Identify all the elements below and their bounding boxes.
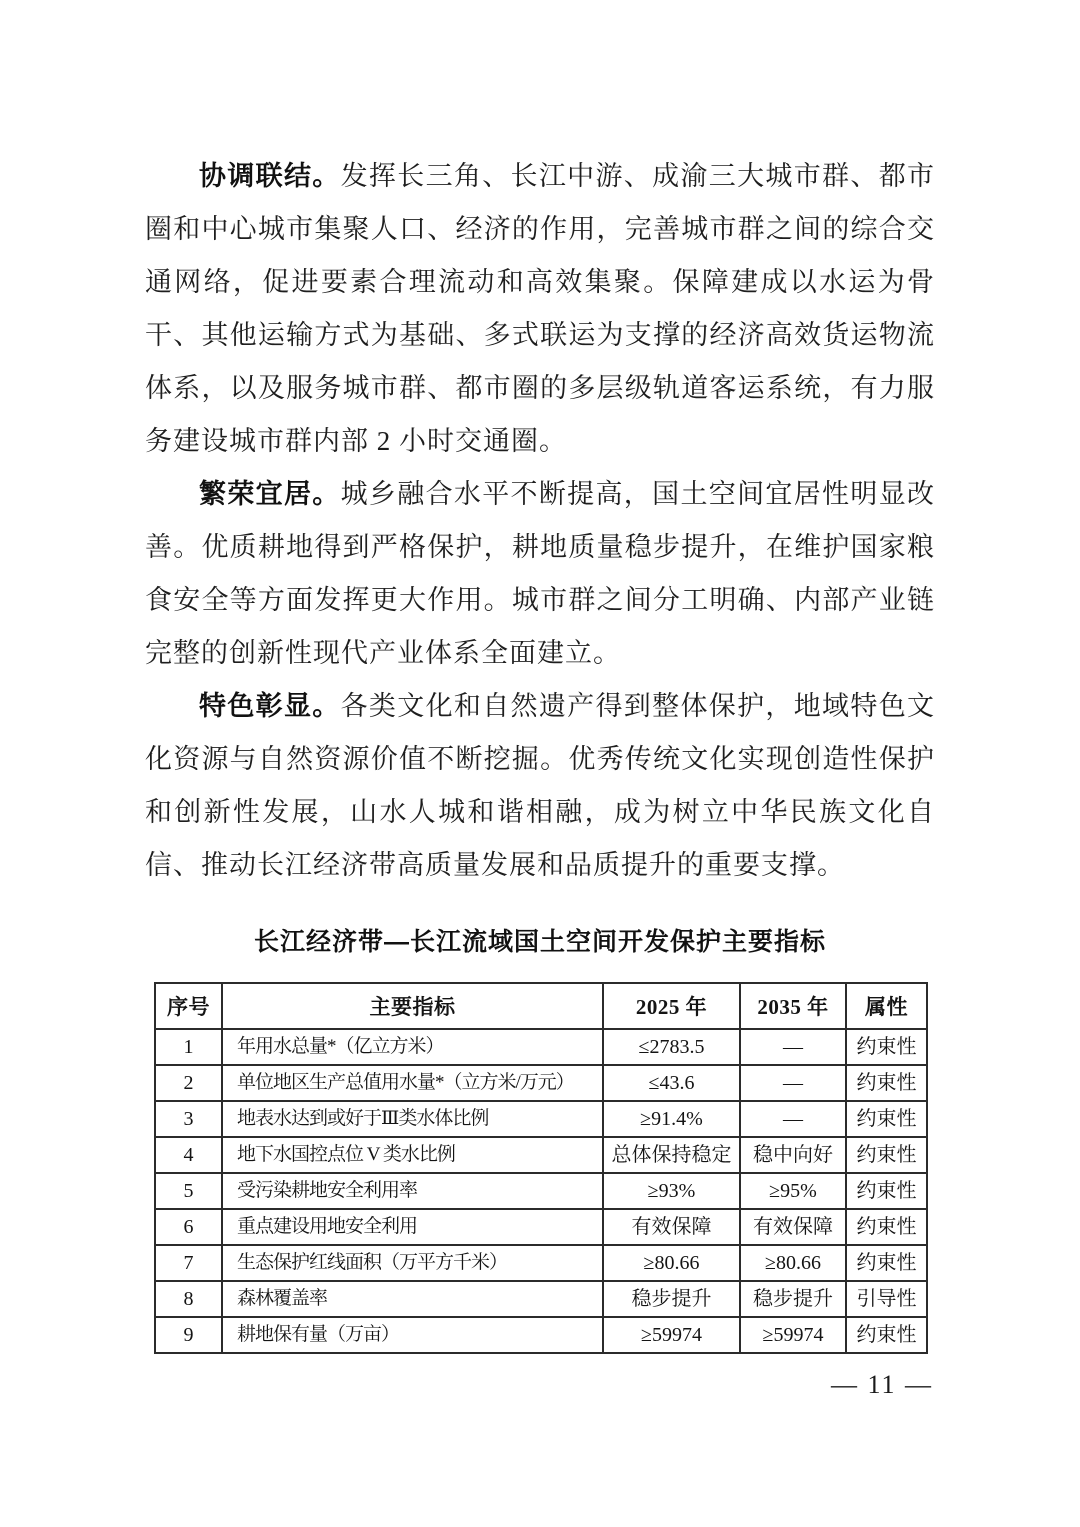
table-cell-text: ≥93% <box>647 1180 696 1202</box>
paragraph-lead: 繁荣宜居。 <box>199 479 341 509</box>
table-cell <box>846 1101 927 1137</box>
table-cell-text: 森林覆盖率 <box>237 1288 328 1309</box>
table-header-cell-2025: 2025 年 <box>603 983 740 1029</box>
table-header-cell-index: 序号 <box>155 983 222 1029</box>
table-cell <box>222 1173 603 1209</box>
table-cell <box>740 1245 846 1281</box>
table-row <box>155 1029 927 1065</box>
indicators-table <box>154 982 928 1354</box>
table-row <box>155 1281 927 1317</box>
paragraph-body: 城乡融合水平不断提高，国土空间宜居性明显改善。优质耕地得到严格保护，耕地质量稳步提升，在维护国家粮食安全等方面发挥更大作用。城市群之间分工明确、内部产业链完整的创新性现代产业体系全面建立。 <box>145 479 936 668</box>
table-header-cell-2035: 2035 年 <box>740 983 846 1029</box>
table-cell-text: 5 <box>183 1180 194 1202</box>
table-cell-text: ≤2783.5 <box>638 1036 705 1058</box>
paragraph <box>145 150 935 468</box>
table-cell <box>740 1281 846 1317</box>
table-cell-text: 8 <box>183 1288 194 1310</box>
table-cell <box>603 1317 740 1353</box>
table-cell-text: 约束性 <box>856 1144 917 1166</box>
page-number: — 11 — <box>830 1370 933 1399</box>
table-cell-text: 3 <box>183 1108 194 1130</box>
table-cell <box>222 1137 603 1173</box>
table-cell <box>846 1209 927 1245</box>
table-cell-text: 稳步提升 <box>631 1288 712 1310</box>
table-row <box>155 1173 927 1209</box>
table-header-cell-indicator: 主要指标 <box>222 983 603 1029</box>
table-cell-text: 引导性 <box>856 1288 917 1310</box>
table-row <box>155 1209 927 1245</box>
table-cell-text: 地表水达到或好于Ⅲ类水体比例 <box>237 1108 489 1129</box>
table-cell-text: — <box>783 1036 803 1058</box>
table-cell <box>603 1065 740 1101</box>
table-cell <box>740 1029 846 1065</box>
table-cell-text: 约束性 <box>856 1108 917 1130</box>
table-cell-text: 受污染耕地安全利用率 <box>237 1180 418 1201</box>
table-cell <box>740 1101 846 1137</box>
table-cell <box>846 1137 927 1173</box>
table-cell-text: 约束性 <box>856 1252 917 1274</box>
table-cell <box>740 1173 846 1209</box>
table-cell-text: ≥80.66 <box>765 1252 821 1274</box>
table-cell <box>155 1245 222 1281</box>
table-cell-text: 2 <box>183 1072 194 1094</box>
table-cell <box>846 1281 927 1317</box>
table-cell <box>155 1137 222 1173</box>
table-cell-text: 7 <box>183 1252 194 1274</box>
table-cell <box>155 1281 222 1317</box>
table-cell <box>846 1317 927 1353</box>
table-row <box>155 1137 927 1173</box>
table-cell <box>603 1245 740 1281</box>
table-cell <box>603 1137 740 1173</box>
table-cell <box>846 1173 927 1209</box>
table-cell-text: ≥80.66 <box>643 1252 700 1274</box>
table-cell <box>603 1173 740 1209</box>
table-cell <box>846 1029 927 1065</box>
table-row <box>155 1245 927 1281</box>
table-cell-text: — <box>783 1072 803 1094</box>
table-cell-text: 稳中向好 <box>753 1144 833 1166</box>
table-header-cell-attribute: 属性 <box>846 983 927 1029</box>
table-cell-text: 约束性 <box>856 1072 917 1094</box>
page-content <box>145 150 935 1400</box>
paragraph-lead: 协调联结。 <box>199 161 341 191</box>
indicators-table-body <box>155 1029 927 1353</box>
table-cell <box>740 1209 846 1245</box>
table-cell <box>222 1065 603 1101</box>
body-text <box>145 150 935 892</box>
table-cell-text: 约束性 <box>856 1216 917 1238</box>
table-cell-text: 地下水国控点位 V 类水比例 <box>237 1144 455 1165</box>
table-cell-text: 耕地保有量（万亩） <box>237 1324 400 1345</box>
table-cell-text: 约束性 <box>856 1324 917 1346</box>
table-cell-text: 单位地区生产总值用水量*（立方米/万元） <box>237 1072 574 1093</box>
table-cell-text: ≥91.4% <box>640 1108 703 1130</box>
paragraph-body: 各类文化和自然遗产得到整体保护，地域特色文化资源与自然资源价值不断挖掘。优秀传统文化实现创造性保护和创新性发展，山水人城和谐相融，成为树立中华民族文化自信、推动长江经济带高质量发展和品质提升的重要支撑。 <box>145 691 936 880</box>
table-cell <box>603 1281 740 1317</box>
table-cell <box>155 1065 222 1101</box>
table-row <box>155 1065 927 1101</box>
table-cell-text: — <box>783 1108 803 1130</box>
paragraph <box>145 468 935 680</box>
table-cell <box>155 1173 222 1209</box>
table-cell-text: 有效保障 <box>631 1216 712 1238</box>
table-cell <box>603 1029 740 1065</box>
table-cell-text: 年用水总量*（亿立方米） <box>237 1036 444 1057</box>
table-cell <box>222 1029 603 1065</box>
table-cell-text: 约束性 <box>856 1180 917 1202</box>
paragraph-lead: 特色彰显。 <box>199 691 341 721</box>
table-cell-text: 9 <box>183 1324 194 1346</box>
table-cell-text: 生态保护红线面积（万平方千米） <box>237 1252 508 1273</box>
table-cell <box>603 1209 740 1245</box>
table-cell <box>740 1065 846 1101</box>
table-cell-text: 6 <box>183 1216 194 1238</box>
table-cell <box>740 1137 846 1173</box>
table-cell-text: ≥95% <box>769 1180 817 1202</box>
table-cell <box>155 1029 222 1065</box>
table-cell-text: ≥59974 <box>641 1324 702 1346</box>
table-cell <box>155 1209 222 1245</box>
table-cell-text: 1 <box>183 1036 194 1058</box>
table-cell-text: 稳步提升 <box>753 1288 833 1310</box>
table-cell <box>222 1101 603 1137</box>
paragraph <box>145 680 935 892</box>
table-cell <box>155 1101 222 1137</box>
paragraph-body: 发挥长三角、长江中游、成渝三大城市群、都市圈和中心城市集聚人口、经济的作用，完善城市群之间的综合交通网络，促进要素合理流动和高效集聚。保障建成以水运为骨干、其他运输方式为基础、多式联运为支撑的经济高效货运物流体系，以及服务城市群、都市圈的多层级轨道客运系统，有力服务建设城市群内部 2 小时交通圈。 <box>145 161 936 456</box>
table-cell-text: 有效保障 <box>753 1216 833 1238</box>
table-cell-text: 总体保持稳定 <box>611 1144 732 1166</box>
table-cell-text: 4 <box>183 1144 194 1166</box>
table-cell-text: ≤43.6 <box>648 1072 695 1094</box>
table-cell <box>222 1317 603 1353</box>
table-cell-text: ≥59974 <box>762 1324 824 1346</box>
table-cell <box>846 1065 927 1101</box>
table-row <box>155 1101 927 1137</box>
table-cell <box>846 1245 927 1281</box>
table-header-row <box>155 983 927 1029</box>
table-cell <box>222 1281 603 1317</box>
table-cell <box>222 1245 603 1281</box>
table-row <box>155 1317 927 1353</box>
table-cell <box>740 1317 846 1353</box>
table-cell <box>155 1317 222 1353</box>
table-cell-text: 约束性 <box>856 1036 917 1058</box>
table-cell-text: 重点建设用地安全利用 <box>237 1216 418 1237</box>
table-title: 长江经济带—长江流域国土空间开发保护主要指标 <box>253 928 826 956</box>
table-cell <box>603 1101 740 1137</box>
table-cell <box>222 1209 603 1245</box>
